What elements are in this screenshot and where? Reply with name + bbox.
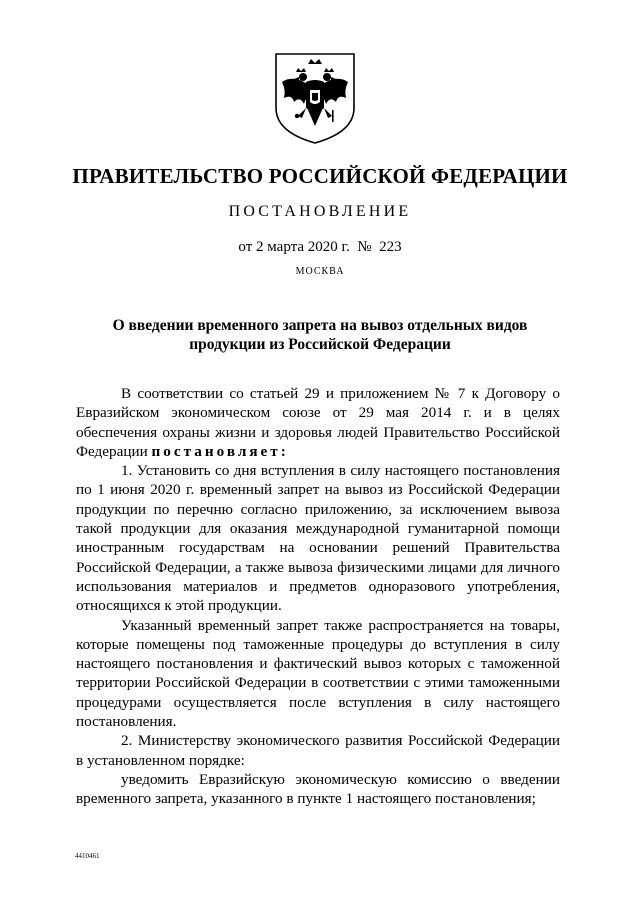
document-city: МОСКВА <box>295 266 345 277</box>
preamble-paragraph <box>76 384 560 461</box>
organization-title: ПРАВИТЕЛЬСТВО РОССИЙСКОЙ ФЕДЕРАЦИИ <box>72 164 568 188</box>
document-title-line-2: продукции из Российской Федерации <box>189 336 451 353</box>
double-headed-eagle-emblem-icon <box>272 50 358 146</box>
document-type: ПОСТАНОВЛЕНИЕ <box>228 203 412 220</box>
document-date-line <box>0 239 640 256</box>
decree-word: постановляет: <box>151 442 289 460</box>
item-2-sub-paragraph: уведомить Евразийскую экономическую комиссию о введении временного запрета, указанного в пункте 1 настоящего постановления; <box>76 770 560 808</box>
item-1-paragraph: 1. Установить со дня вступления в силу настоящего постановления по 1 июня 2020 г. временный запрет на вывоз из Российской Федерации продукции по перечню согласно приложению, за исключением вывоза такой продукции для оказания международной гуманитарной помощи иностранным государствам на основании решений Правительства Российской Федерации, а также вывоза физическими лицами для личного использования материалов и предметов одноразового употребления, относящихся к этой продукции. <box>76 462 560 615</box>
preamble-text: В соответствии со статьей 29 и приложением № 7 к Договору о Евразийском экономическом союзе от 29 мая 2014 г. и в целях обеспечения охраны жизни и здоровья людей Правительство Российской Федерации <box>76 385 560 460</box>
document-number: 223 <box>379 239 402 255</box>
document-date: от 2 марта 2020 г. <box>238 239 350 255</box>
item-2-paragraph: 2. Министерству экономического развития Российской Федерации в установленном порядке: <box>76 732 560 769</box>
item-1-extra-paragraph: Указанный временный запрет также распространяется на товары, которые помещены под таможенные процедуры до вступления в силу настоящего постановления и фактический вывоз которых с таможенной территории Российской Федерации в соответствии с этими таможенными процедурами осуществляется после вступления в силу настоящего постановления. <box>76 616 560 731</box>
document-code: 4410461 <box>75 852 100 860</box>
number-sign: № <box>357 239 372 255</box>
document-title <box>80 316 560 354</box>
document-title-line-1: О введении временного запрета на вывоз отдельных видов <box>112 317 528 334</box>
document-body <box>76 384 560 809</box>
